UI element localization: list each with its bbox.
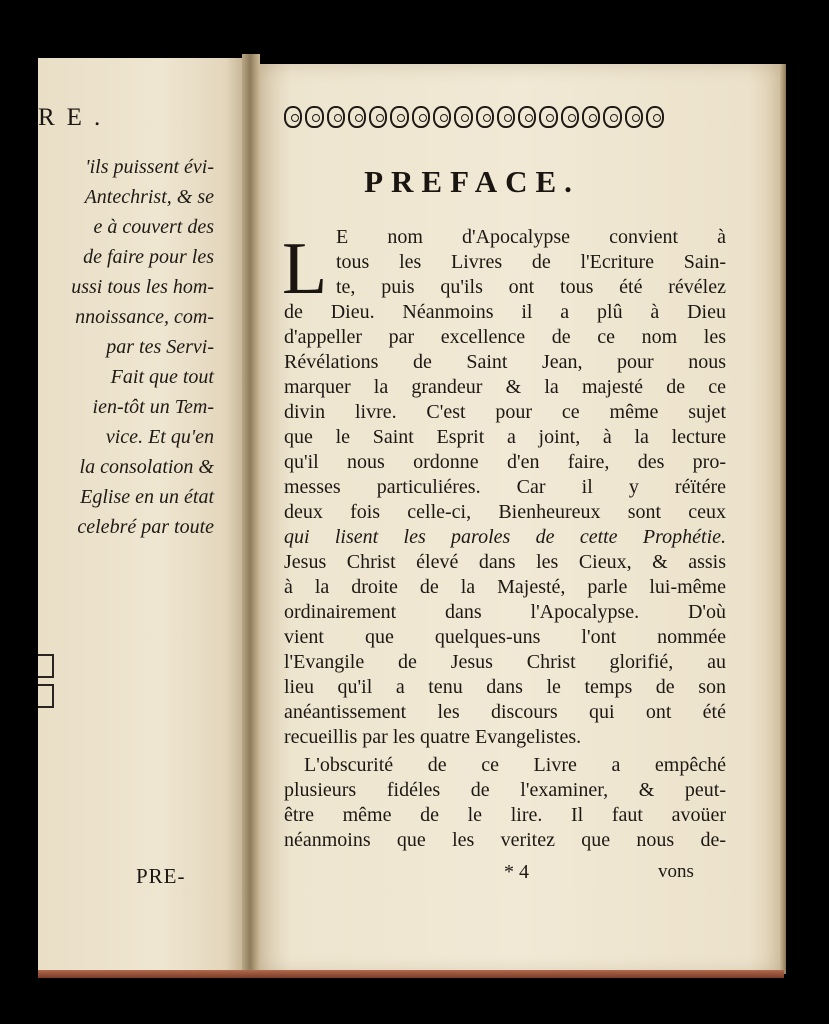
- left-text-line: nnoissance, com-: [75, 306, 214, 328]
- text-line: de Dieu. Néanmoins il a plû à Dieu: [284, 301, 726, 323]
- text-line: plusieurs fidéles de l'examiner, & peut-: [284, 779, 726, 801]
- text-line: Jesus Christ élevé dans les Cieux, & assis: [284, 551, 726, 573]
- text-line: être même de le lire. Il faut avoüer: [284, 804, 726, 826]
- left-text-line: e à couvert des: [93, 216, 214, 238]
- text-line: tous les Livres de l'Ecriture Sain-: [336, 251, 726, 273]
- page-edge: [780, 64, 786, 974]
- drop-cap: L: [282, 228, 328, 310]
- text-line: L'obscurité de ce Livre a empêché: [304, 754, 726, 776]
- left-text-line: par tes Servi-: [106, 336, 214, 358]
- text-line: deux fois celle-ci, Bienheureux sont ceux: [284, 501, 726, 523]
- signature-mark: * 4: [504, 861, 529, 883]
- text-line: messes particuliéres. Car il y réïtére: [284, 476, 726, 498]
- left-text-line: Eglise en un état: [80, 486, 214, 508]
- text-line: divin livre. C'est pour ce même sujet: [284, 401, 726, 423]
- text-line: marquer la grandeur & la majesté de ce: [284, 376, 726, 398]
- left-catchword: PRE-: [136, 864, 186, 888]
- left-text-line: la consolation &: [79, 456, 214, 478]
- text-line: vient que quelques-uns l'ont nommée: [284, 626, 726, 648]
- left-page: [38, 58, 242, 973]
- left-text-line: vice. Et qu'en: [105, 426, 214, 448]
- book-gutter: [242, 54, 260, 976]
- text-line: E nom d'Apocalypse convient à: [336, 226, 726, 248]
- text-line: à la droite de la Majesté, parle lui-même: [284, 576, 726, 598]
- page-title: PREFACE.: [364, 164, 580, 199]
- text-line: te, puis qu'ils ont tous été révélez: [336, 276, 726, 298]
- catchword: vons: [658, 861, 694, 882]
- text-line: Révélations de Saint Jean, pour nous: [284, 351, 726, 373]
- left-text-line: Antechrist, & se: [84, 186, 214, 208]
- right-page: [260, 64, 780, 974]
- text-line: anéantissement les discours qui ont été: [284, 701, 726, 723]
- text-line: recueillis par les quatre Evangelistes.: [284, 726, 582, 748]
- left-running-header: RE.: [38, 104, 113, 131]
- open-book: [38, 48, 784, 978]
- text-line: qu'il nous ordonne d'en faire, des pro-: [284, 451, 726, 473]
- headpiece-ornament: [284, 104, 664, 130]
- text-line: d'appeller par excellence de ce nom les: [284, 326, 726, 348]
- left-text-line: de faire pour les: [83, 246, 214, 268]
- text-line: ordinairement dans l'Apocalypse. D'où: [284, 601, 726, 623]
- text-line: néanmoins que les veritez que nous de-: [284, 829, 726, 851]
- left-text-line: ien-tôt un Tem-: [92, 396, 214, 418]
- left-text-line: ussi tous les hom-: [71, 276, 214, 298]
- left-text-line: 'ils puissent évi-: [85, 156, 214, 178]
- tailpiece-ornament: [38, 654, 54, 678]
- text-line: qui lisent les paroles de cette Prophétie.: [284, 526, 726, 548]
- text-line: l'Evangile de Jesus Christ glorifié, au: [284, 651, 726, 673]
- left-text-line: celebré par toute: [77, 516, 214, 538]
- left-text-line: Fait que tout: [110, 366, 214, 388]
- text-line: que le Saint Esprit a joint, à la lecture: [284, 426, 726, 448]
- book-cover-edge: [38, 970, 784, 978]
- tailpiece-ornament: [38, 684, 54, 708]
- text-line: lieu qu'il a tenu dans le temps de son: [284, 676, 726, 698]
